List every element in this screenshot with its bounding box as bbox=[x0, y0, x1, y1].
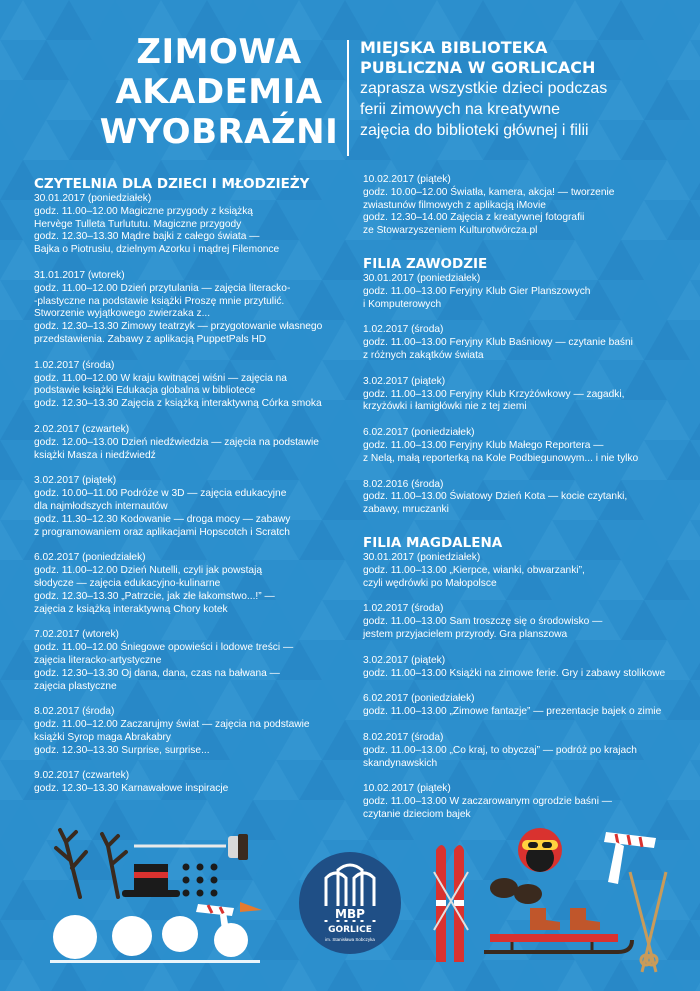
schedule-entry bbox=[363, 427, 693, 465]
entry-line: godz. 11.00–13.00 Feryjny Klub Gier Planszowych bbox=[363, 285, 591, 297]
logo-patron: im. Stanisława Sobczyka bbox=[325, 937, 375, 942]
organizer-name-line: MIEJSKA BIBLIOTEKA bbox=[360, 38, 548, 57]
entry-line: godz. 12.30–14.00 Zajęcia z kreatywnej fotografii bbox=[363, 212, 585, 224]
entry-date: 6.02.2017 (poniedziałek) bbox=[363, 693, 475, 705]
entry-line: dla najmłodszych internautów bbox=[34, 500, 168, 512]
snowball-icon bbox=[53, 915, 248, 959]
section-title: CZYTELNIA DLA DZIECI I MŁODZIEŻY bbox=[34, 176, 310, 192]
entry-line: godz. 11.00–13.00 „Co kraj, to obyczaj” — podróż po krajach bbox=[363, 744, 637, 756]
entry-date: 30.01.2017 (poniedziałek) bbox=[363, 551, 481, 563]
entry-date: 1.02.2017 (środa) bbox=[363, 324, 444, 336]
schedule-entry bbox=[363, 324, 693, 362]
entry-line: godz. 12.30–13.30 Mądre bajki z całego świata — bbox=[34, 231, 260, 243]
entry-date: 2.02.2017 (czwartek) bbox=[34, 423, 130, 435]
entry-line: godz. 12.30–13.30 „Patrzcie, jak złe łakomstwo...!” — bbox=[34, 590, 275, 602]
poster-title bbox=[96, 32, 342, 152]
entry-line: godz. 11.00–13.00 Feryjny Klub Małego Reportera — bbox=[363, 439, 604, 451]
mittens-icon bbox=[490, 878, 542, 904]
schedule-entry bbox=[34, 475, 354, 539]
entry-line: słodycze — zajęcia edukacyjno-kulinarne bbox=[34, 577, 221, 589]
title-line: ZIMOWA bbox=[136, 32, 302, 72]
schedule-entry bbox=[34, 360, 354, 411]
entry-line: godz. 11.00–13.00 Feryjny Klub Krzyżówkowy — zagadki, bbox=[363, 388, 625, 400]
winter-gear-illustration bbox=[420, 812, 690, 982]
top-hat-icon bbox=[122, 864, 180, 897]
entry-line: godz. 11.00–13.00 Sam troszczę się o środowisko — bbox=[363, 616, 603, 628]
title-line: AKADEMIA bbox=[115, 72, 323, 112]
entry-date: 30.01.2017 (poniedziałek) bbox=[34, 193, 152, 204]
entry-line: i Komputerowych bbox=[363, 298, 442, 310]
entry-date: 8.02.2017 (środa) bbox=[363, 731, 444, 743]
entry-line: zajęcia z książką interaktywną Chory kotek bbox=[34, 603, 228, 615]
entry-date: 3.02.2017 (piątek) bbox=[363, 654, 446, 666]
entry-line: godz. 11.00–13.00 „Kierpce, wianki, obwarzanki”, bbox=[363, 564, 585, 576]
entry-line: jestem przyjacielem przyrody. Gra planszowa bbox=[363, 628, 568, 640]
entry-line: godz. 12.00–13.00 Dzień niedźwiedzia — zajęcia na podstawie bbox=[34, 436, 319, 448]
entry-line: godz. 12.30–13.30 Zimowy teatrzyk — przygotowanie własnego bbox=[34, 321, 323, 333]
entry-line: Stworzenie wyjątkowego zwierzaka z... bbox=[34, 308, 211, 320]
entry-line: godz. 11.00–12.00 Magiczne przygody z książką bbox=[34, 205, 253, 217]
entry-line: godz. 11.00–13.00 Feryjny Klub Baśniowy — czytanie baśni bbox=[363, 337, 633, 349]
entry-line: godz. 11.30–12.30 Kodowanie — droga mocy — zabawy bbox=[34, 513, 291, 525]
entry-date: 3.02.2017 (piątek) bbox=[34, 475, 117, 487]
header-divider bbox=[347, 40, 349, 156]
entry-line: przedstawienia. Zabawy z aplikacją PuppetPals HD bbox=[34, 333, 267, 345]
entry-line: ze Stowarzyszeniem Kulturotwórcza.pl bbox=[363, 225, 538, 237]
coal-eyes-icon bbox=[183, 864, 218, 897]
entry-line: z Nelą, małą reporterką na Kole Podbiegunowym... i nie tylko bbox=[363, 452, 639, 464]
header-organizer bbox=[360, 38, 680, 141]
ski-mask-icon bbox=[518, 828, 562, 872]
entry-line: podstawie książki Edukacja globalna w bibliotece bbox=[34, 385, 256, 397]
schedule-entry bbox=[34, 193, 354, 257]
schedule-entry bbox=[34, 770, 354, 796]
entry-line: godz. 11.00–13.00 Książki na zimowe ferie. Gry i zabawy stolikowe bbox=[363, 667, 666, 679]
entry-line: zwiastunów filmowych z aplikacją iMovie bbox=[363, 199, 546, 211]
entry-line: godz. 11.00–12.00 Dzień przytulania — zajęcia literacko- bbox=[34, 282, 291, 294]
entry-line: Bajka o Piotrusiu, dzielnym Azorku i mądrej Filemonce bbox=[34, 244, 280, 256]
logo-abbr: MBP bbox=[335, 907, 365, 921]
schedule-entry bbox=[363, 603, 693, 641]
entry-line: czytanie dzieciom bajek bbox=[363, 808, 471, 820]
entry-line: krzyżówki i łamigłówki nie z tej ziemi bbox=[363, 401, 527, 413]
entry-line: godz. 12.30–13.30 Zajęcia z książką interaktywną Córka smoka bbox=[34, 398, 322, 410]
schedule-entry bbox=[34, 706, 354, 757]
entry-date: 31.01.2017 (wtorek) bbox=[34, 269, 125, 281]
schedule-entry bbox=[34, 270, 354, 347]
entry-line: czyli wędrówki po Małopolsce bbox=[363, 577, 497, 589]
entry-line: godz. 11.00–12.00 Dzień Nutelli, czyli jak powstają bbox=[34, 565, 263, 577]
entry-line: skandynawskich bbox=[363, 757, 438, 769]
entry-date: 6.02.2017 (poniedziałek) bbox=[34, 552, 146, 564]
entry-line: -plastyczne na podstawie książki Proszę mnie przytulić. bbox=[34, 295, 285, 307]
entry-line: godz. 10.00–12.00 Światła, kamera, akcja! — tworzenie bbox=[363, 186, 615, 198]
entry-line: godz. 12.30–13.30 Oj dana, dana, czas na bałwana — bbox=[34, 667, 280, 679]
invitation-line: zajęcia do biblioteki głównej i filii bbox=[360, 122, 589, 139]
entry-date: 10.02.2017 (piątek) bbox=[363, 783, 451, 795]
entry-date: 6.02.2017 (poniedziałek) bbox=[363, 427, 475, 439]
entry-line: książki Syrop maga Abrakabry bbox=[34, 731, 172, 743]
sled-icon bbox=[484, 934, 632, 952]
schedule-entry bbox=[363, 273, 693, 311]
entry-date: 1.02.2017 (środa) bbox=[34, 359, 115, 371]
entry-line: zajęcia literacko-artystyczne bbox=[34, 654, 162, 666]
entry-line: godz. 11.00–13.00 „Zimowe fantazje” — prezentacje bajek o zimie bbox=[363, 706, 662, 718]
schedule-column-left bbox=[34, 176, 354, 809]
entry-line: godz. 12.30–13.30 Karnawałowe inspiracje bbox=[34, 783, 229, 795]
organizer-name-line: PUBLICZNA W GORLICACH bbox=[360, 58, 596, 77]
schedule-entry bbox=[363, 479, 693, 517]
entry-line: Hervège Tulleta Turlututu. Magiczne przygody bbox=[34, 218, 242, 230]
title-line: WYOBRAŹNI bbox=[99, 112, 339, 152]
entry-date: 8.02.2017 (środa) bbox=[34, 706, 115, 718]
schedule-entry bbox=[34, 552, 354, 616]
entry-line: godz. 11.00–12.00 W kraju kwitnącej wiśni — zajęcia na bbox=[34, 372, 287, 384]
ski-boots-icon bbox=[530, 908, 600, 930]
entry-line: godz. 10.00–11.00 Podróże w 3D — zajęcia edukacyjne bbox=[34, 488, 287, 500]
entry-line: z programowaniem oraz aplikacjami Hopscotch i Scratch bbox=[34, 526, 290, 538]
schedule-column-right bbox=[363, 174, 693, 835]
invitation-line: ferii zimowych na kreatywne bbox=[360, 101, 561, 118]
twig-arm-icon bbox=[56, 830, 126, 897]
entry-date: 8.02.2016 (środa) bbox=[363, 478, 444, 490]
entry-date: 30.01.2017 (poniedziałek) bbox=[363, 272, 481, 284]
entry-line: książki Masza i niedźwiedź bbox=[34, 449, 156, 461]
logo-city: GORLICE bbox=[328, 925, 372, 935]
entry-line: zabawy, mruczanki bbox=[363, 504, 449, 516]
entry-date: 7.02.2017 (wtorek) bbox=[34, 629, 119, 641]
schedule-entry bbox=[34, 424, 354, 462]
entry-date: 3.02.2017 (piątek) bbox=[363, 375, 446, 387]
section-title: FILIA MAGDALENA bbox=[363, 534, 503, 551]
entry-line: godz. 11.00–13.00 Światowy Dzień Kota — kocie czytanki, bbox=[363, 491, 628, 503]
entry-date: 9.02.2017 (czwartek) bbox=[34, 770, 130, 782]
entry-line: godz. 11.00–13.00 W zaczarowanym ogrodzie baśni — bbox=[363, 796, 612, 808]
schedule-entry bbox=[363, 732, 693, 770]
schedule-entry bbox=[363, 552, 693, 590]
entry-line: godz. 12.30–13.30 Surprise, surprise... bbox=[34, 744, 210, 756]
schedule-entry bbox=[34, 629, 354, 693]
invitation-line: zaprasza wszystkie dzieci podczas bbox=[360, 80, 608, 97]
broom-icon bbox=[134, 834, 248, 860]
ski-poles-icon bbox=[630, 872, 666, 972]
entry-date: 1.02.2017 (środa) bbox=[363, 603, 444, 615]
schedule-entry bbox=[363, 655, 693, 681]
entry-date: 10.02.2017 (piątek) bbox=[363, 174, 451, 185]
skis-icon bbox=[434, 845, 468, 962]
schedule-entry bbox=[363, 693, 693, 719]
section-title: FILIA ZAWODZIE bbox=[363, 255, 488, 272]
snowman-illustration bbox=[30, 812, 330, 972]
entry-line: godz. 11.00–12.00 Śniegowe opowieści i lodowe treści — bbox=[34, 642, 294, 654]
library-logo bbox=[298, 848, 402, 958]
schedule-entry bbox=[363, 376, 693, 414]
entry-line: zajęcia plastyczne bbox=[34, 680, 117, 692]
schedule-entry bbox=[363, 174, 693, 238]
entry-line: godz. 11.00–12.00 Zaczarujmy świat — zajęcia na podstawie bbox=[34, 719, 310, 731]
carrot-nose-icon bbox=[240, 902, 262, 912]
entry-line: z różnych zakątków świata bbox=[363, 349, 484, 361]
